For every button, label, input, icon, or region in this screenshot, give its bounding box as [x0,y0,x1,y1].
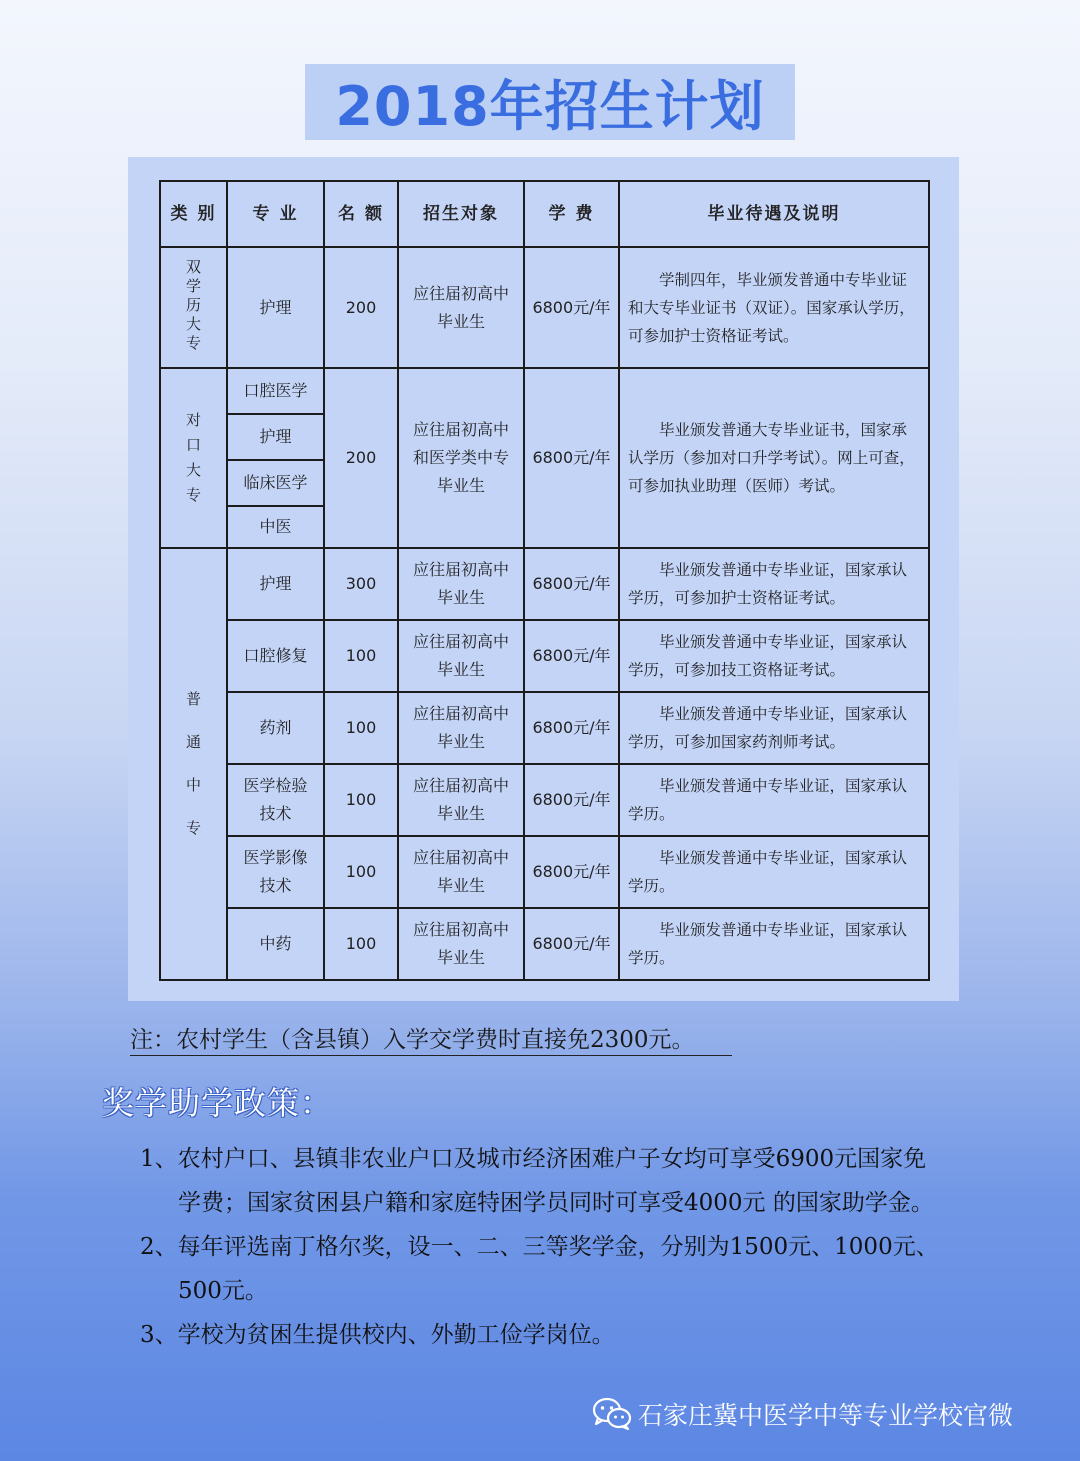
description-text: 毕业颁发普通中专毕业证，国家承认学历，可参加护士资格证考试。 [628,561,908,607]
target-cell [398,548,524,620]
policy-heading: 奖学助学政策： [102,1084,334,1122]
policy-line: 1、农村户口、县镇非农业户口及城市经济困难户子女均可享受6900元国家免 [140,1146,927,1172]
fee-cell: 6800元/年 [524,764,619,836]
table-row [160,620,929,692]
target-cell [398,836,524,908]
quota-cell: 100 [324,764,398,836]
quota-cell: 100 [324,836,398,908]
policy-item-3 [140,1313,990,1357]
description-text: 学制四年，毕业颁发普通中专毕业证和大专毕业证书（双证）。国家承认学历，可参加护士资格证考试。 [628,270,915,345]
major-cell: 口腔修复 [227,620,324,692]
table-row [160,548,929,620]
major-cell: 药剂 [227,692,324,764]
table-row [160,692,929,764]
category-cell [160,548,227,980]
major-cell: 中药 [227,908,324,980]
fee-cell: 6800元/年 [524,247,619,368]
wechat-account-watermark [592,1394,1013,1434]
target-cell [398,247,524,368]
major-cell [227,764,324,836]
description-cell [619,247,929,368]
major-cell: 护理 [227,414,324,460]
table-header-row [160,181,929,247]
quota-cell: 100 [324,620,398,692]
target-cell [398,368,524,548]
major-cell: 护理 [227,247,324,368]
description-cell [619,548,929,620]
description-cell [619,620,929,692]
enrollment-table [159,180,930,981]
fee-cell: 6800元/年 [524,692,619,764]
major-text: 医学检验技术 [243,776,308,823]
category-cell [160,247,227,368]
fee-cell: 6800元/年 [524,908,619,980]
header-major: 专 业 [227,181,324,247]
header-target: 招生对象 [398,181,524,247]
target-cell [398,908,524,980]
target-text: 应往届初高中毕业生 [412,776,509,823]
fee-cell: 6800元/年 [524,368,619,548]
major-cell: 口腔医学 [227,368,324,414]
target-text: 应往届初高中毕业生 [412,704,509,751]
category-cell [160,368,227,548]
quota-cell: 100 [324,908,398,980]
footer-text: 石家庄冀中医学中等专业学校官微 [638,1401,1014,1430]
policy-line: 2、每年评选南丁格尔奖，设一、二、三等奖学金，分别为1500元、1000元、 [140,1234,939,1260]
quota-cell: 200 [324,247,398,368]
fee-cell: 6800元/年 [524,620,619,692]
major-cell [227,836,324,908]
target-cell [398,692,524,764]
policy-item-2 [140,1225,990,1313]
description-cell [619,368,929,548]
target-text: 应往届初高中毕业生 [412,632,509,679]
major-cell: 中医 [227,506,324,548]
target-cell [398,620,524,692]
description-text: 毕业颁发普通中专毕业证，国家承认学历。 [628,921,908,967]
table-row [160,836,929,908]
fee-cell: 6800元/年 [524,548,619,620]
title-banner [305,64,795,140]
target-text: 应往届初高中和医学类中专毕业生 [412,420,509,495]
description-text: 毕业颁发普通中专毕业证，国家承认学历，可参加技工资格证考试。 [628,633,908,679]
category-label: 普通中专 [186,690,202,837]
description-text: 毕业颁发普通中专毕业证，国家承认学历，可参加国家药剂师考试。 [628,705,908,751]
quota-cell: 100 [324,692,398,764]
category-label: 对口大专 [186,410,202,504]
target-text: 应往届初高中毕业生 [412,920,509,967]
table-row [160,368,929,414]
description-cell [619,764,929,836]
target-text: 应往届初高中毕业生 [412,848,509,895]
major-text: 医学影像技术 [243,848,308,895]
category-label: 双学历大专 [186,258,202,352]
tuition-note: 注：农村学生（含县镇）入学交学费时直接免2300元。 [130,1022,732,1056]
table-row [160,247,929,368]
page-title: 2018年招生计划 [335,74,765,138]
target-cell [398,764,524,836]
description-text: 毕业颁发普通大专毕业证书，国家承认学历（参加对口升学考试）。网上可查，可参加执业助理（医师）考试。 [628,421,915,495]
header-category: 类 别 [160,181,227,247]
fee-cell: 6800元/年 [524,836,619,908]
header-quota: 名 额 [324,181,398,247]
policy-line: 3、学校为贫困生提供校内、外勤工俭学岗位。 [140,1322,615,1348]
header-fee: 学 费 [524,181,619,247]
description-text: 毕业颁发普通中专毕业证，国家承认学历。 [628,777,908,823]
major-cell: 护理 [227,548,324,620]
table-row [160,764,929,836]
description-cell [619,908,929,980]
wechat-icon [592,1397,632,1431]
major-cell: 临床医学 [227,460,324,506]
target-text: 应往届初高中毕业生 [412,283,509,331]
policy-line: 学费；国家贫困县户籍和家庭特困学员同时可享受4000元 的国家助学金。 [178,1190,934,1216]
target-text: 应往届初高中毕业生 [412,560,509,607]
description-text: 毕业颁发普通中专毕业证，国家承认学历。 [628,849,908,895]
table-row [160,908,929,980]
quota-cell: 300 [324,548,398,620]
policy-item-1 [140,1137,990,1225]
description-cell [619,692,929,764]
policy-line: 500元。 [178,1278,268,1304]
description-cell [619,836,929,908]
header-description: 毕业待遇及说明 [619,181,929,247]
quota-cell: 200 [324,368,398,548]
